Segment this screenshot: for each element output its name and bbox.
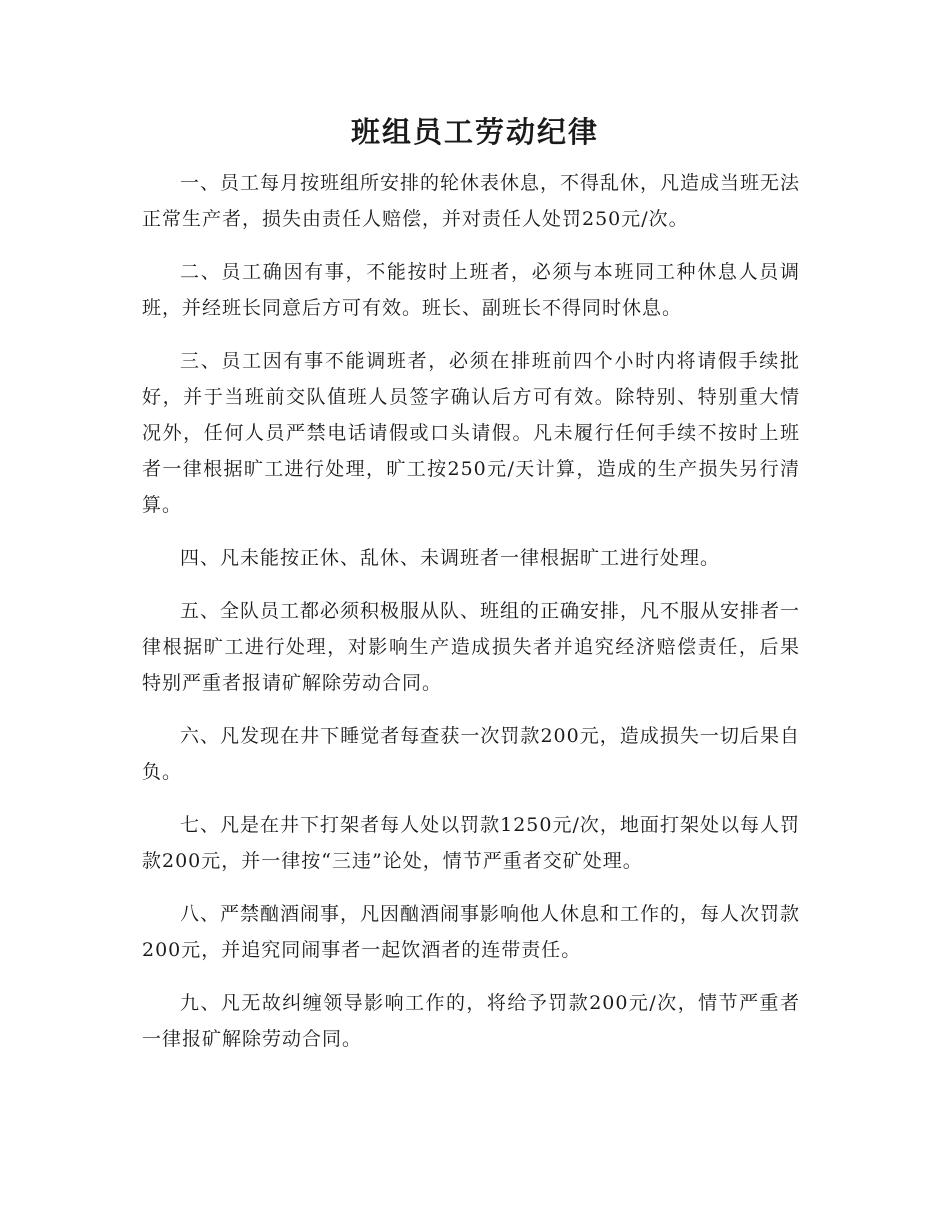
rule-paragraph-5: 五、全队员工都必须积极服从队、班组的正确安排，凡不服从安排者一律根据旷工进行处理，对影响生产造成损失者并追究经济赔偿责任，后果特别严重者报请矿解除劳动合同。 [142, 600, 801, 694]
document-title: 班组员工劳动纪律 [350, 115, 599, 149]
rule-paragraph-4: 四、凡未能按正休、乱休、未调班者一律根据旷工进行处理。 [180, 547, 721, 569]
rule-paragraph-9: 九、凡无故纠缠领导影响工作的，将给予罚款200元/次，情节严重者一律报矿解除劳动合同。 [142, 992, 800, 1050]
document-body [142, 165, 800, 1074]
rule-paragraph-8: 八、严禁酗酒闹事，凡因酗酒闹事影响他人休息和工作的，每人次罚款200元，并追究同闹事者一起饮酒者的连带责任。 [142, 903, 801, 961]
rule-paragraph-1: 一、员工每月按班组所安排的轮休表休息，不得乱休，凡造成当班无法正常生产者，损失由责任人赔偿，并对责任人处罚250元/次。 [142, 172, 801, 230]
rule-paragraph-7: 七、凡是在井下打架者每人处以罚款1250元/次，地面打架处以每人罚款200元，并一律按“三违”论处，情节严重者交矿处理。 [142, 814, 800, 872]
rule-paragraph-6: 六、凡发现在井下睡觉者每查获一次罚款200元，造成损失一切后果自负。 [142, 725, 800, 783]
rule-paragraph-2: 二、员工确因有事，不能按时上班者，必须与本班同工种休息人员调班，并经班长同意后方可有效。班长、副班长不得同时休息。 [142, 261, 800, 319]
rule-paragraph-3: 三、员工因有事不能调班者，必须在排班前四个小时内将请假手续批好，并于当班前交队值班人员签字确认后方可有效。除特别、特别重大情况外，任何人员严禁电话请假或口头请假。凡未履行任何手续不按时上班者一律根据旷工进行处理，旷工按250元/天计算，造成的生产损失另行清算。 [142, 350, 800, 516]
